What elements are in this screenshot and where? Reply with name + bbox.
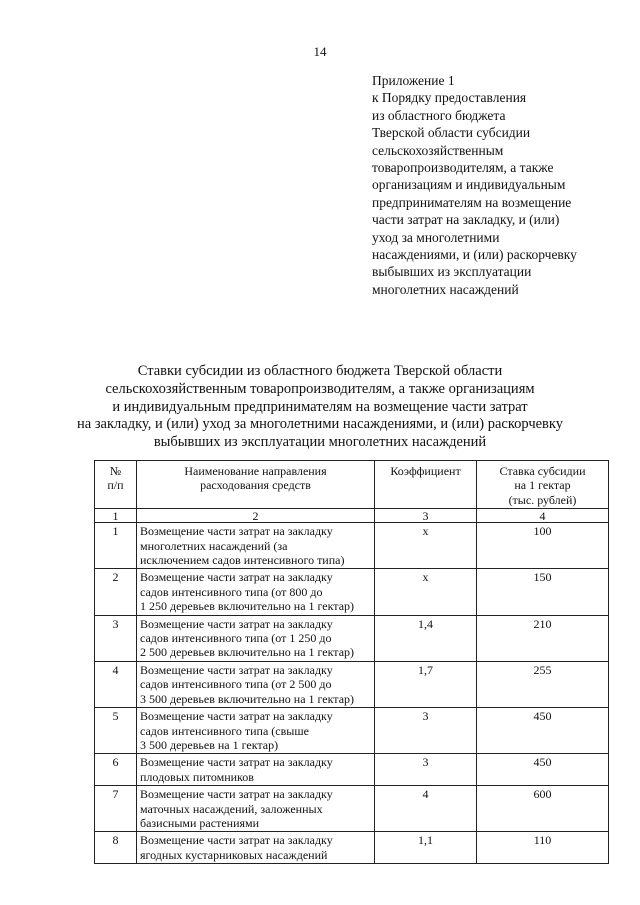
row-rate: 150 [477,569,609,615]
row-number: 6 [95,754,137,786]
row-coefficient: 1,7 [375,661,477,707]
appendix-line: товаропроизводителям, а также [372,160,554,176]
row-number: 7 [95,786,137,832]
appendix-line: организациям и индивидуальным [372,177,566,193]
table-row [95,615,609,661]
appendix-line: выбывших из эксплуатации [372,264,532,280]
title-line: Ставки субсидии из областного бюджета Тверской области [137,363,503,379]
row-coefficient: х [375,523,477,569]
row-description-line: 3 500 деревьев включительно на 1 гектар) [140,691,355,706]
row-description-line: базисными растениями [140,815,260,830]
row-description [137,708,375,754]
table-row [95,832,609,864]
subsidy-rates-table [94,460,609,864]
row-description-line: садов интенсивного типа (от 1 250 до [140,631,332,646]
row-description [137,615,375,661]
header-number: № п/п [95,461,137,509]
table-row [95,754,609,786]
row-description [137,754,375,786]
row-description-line: исключением садов интенсивного типа) [140,553,345,568]
header-coefficient: Коэффициент [375,461,477,509]
row-description [137,523,375,569]
row-description-line: садов интенсивного типа (от 2 500 до [140,677,332,692]
table-row [95,786,609,832]
row-description-line: Возмещение части затрат на закладку [140,570,333,585]
document-title [60,363,580,452]
row-number: 2 [95,569,137,615]
row-coefficient: 4 [375,786,477,832]
row-rate: 450 [477,754,609,786]
row-description-line: Возмещение части затрат на закладку [140,833,333,848]
row-number: 8 [95,832,137,864]
title-line: и индивидуальным предпринимателям на возмещение части затрат [112,398,528,415]
row-description-line: многолетних насаждений (за [140,538,288,553]
row-coefficient: 3 [375,754,477,786]
appendix-line: насаждениями, и (или) раскорчевку [372,247,577,263]
appendix-line: Приложение 1 [372,73,455,88]
title-line: выбывших из эксплуатации многолетних насаждений [153,434,487,451]
row-description-line: Возмещение части затрат на закладку [140,662,333,677]
table-row [95,523,609,569]
table-row [95,708,609,754]
row-coefficient: х [375,569,477,615]
row-description-line: садов интенсивного типа (от 800 до [140,584,323,599]
row-description-line: маточных насаждений, заложенных [140,801,323,816]
row-description [137,569,375,615]
row-description-line: 2 500 деревьев включительно на 1 гектар) [140,645,355,660]
row-number: 4 [95,661,137,707]
row-number: 3 [95,615,137,661]
appendix-line: из областного бюджета [372,107,506,123]
row-description-line: садов интенсивного типа (свыше [140,723,309,738]
title-line: сельскохозяйственным товаропроизводителям, а также организациям [105,380,535,397]
row-rate: 600 [477,786,609,832]
row-description-line: 1 250 деревьев включительно на 1 гектар) [140,599,355,614]
row-coefficient: 1,4 [375,615,477,661]
column-index: 4 [477,509,609,523]
row-description-line: Возмещение части затрат на закладку [140,524,333,539]
table-row [95,661,609,707]
appendix-line: к Порядку предоставления [372,90,527,106]
row-description [137,832,375,864]
table-header-row [95,461,609,509]
column-index-row [95,509,609,523]
appendix-line: предпринимателям на возмещение [372,194,572,210]
appendix-line: многолетних насаждений [372,281,519,297]
row-description-line: Возмещение части затрат на закладку [140,709,333,724]
row-description-line: Возмещение части затрат на закладку [140,755,333,770]
appendix-line: уход за многолетними [372,229,500,245]
column-index: 3 [375,509,477,523]
row-coefficient: 1,1 [375,832,477,864]
row-rate: 450 [477,708,609,754]
appendix-line: Тверской области субсидии [372,125,531,141]
column-index: 1 [95,509,137,523]
row-number: 1 [95,523,137,569]
column-index: 2 [137,509,375,523]
row-rate: 100 [477,523,609,569]
row-rate: 255 [477,661,609,707]
row-description-line: ягодных кустарниковых насаждений [140,847,328,862]
appendix-line: части затрат на закладку, и (или) [372,212,560,228]
row-description-line: Возмещение части затрат на закладку [140,616,333,631]
header-name: Наименование направления расходования средств [137,461,375,509]
header-rate: Ставка субсидии на 1 гектар (тыс. рублей) [477,461,609,509]
row-description-line: 3 500 деревьев на 1 гектар) [140,737,279,752]
page-number: 14 [313,44,327,59]
row-coefficient: 3 [375,708,477,754]
row-description-line: Возмещение части затрат на закладку [140,787,333,802]
row-description [137,661,375,707]
row-rate: 210 [477,615,609,661]
row-number: 5 [95,708,137,754]
row-description [137,786,375,832]
appendix-block [372,72,622,298]
row-description-line: плодовых питомников [140,769,254,784]
title-line: на закладку, и (или) уход за многолетними насаждениями, и (или) раскорчевку [77,416,563,433]
row-rate: 110 [477,832,609,864]
appendix-line: сельскохозяйственным [372,142,504,158]
table-row [95,569,609,615]
